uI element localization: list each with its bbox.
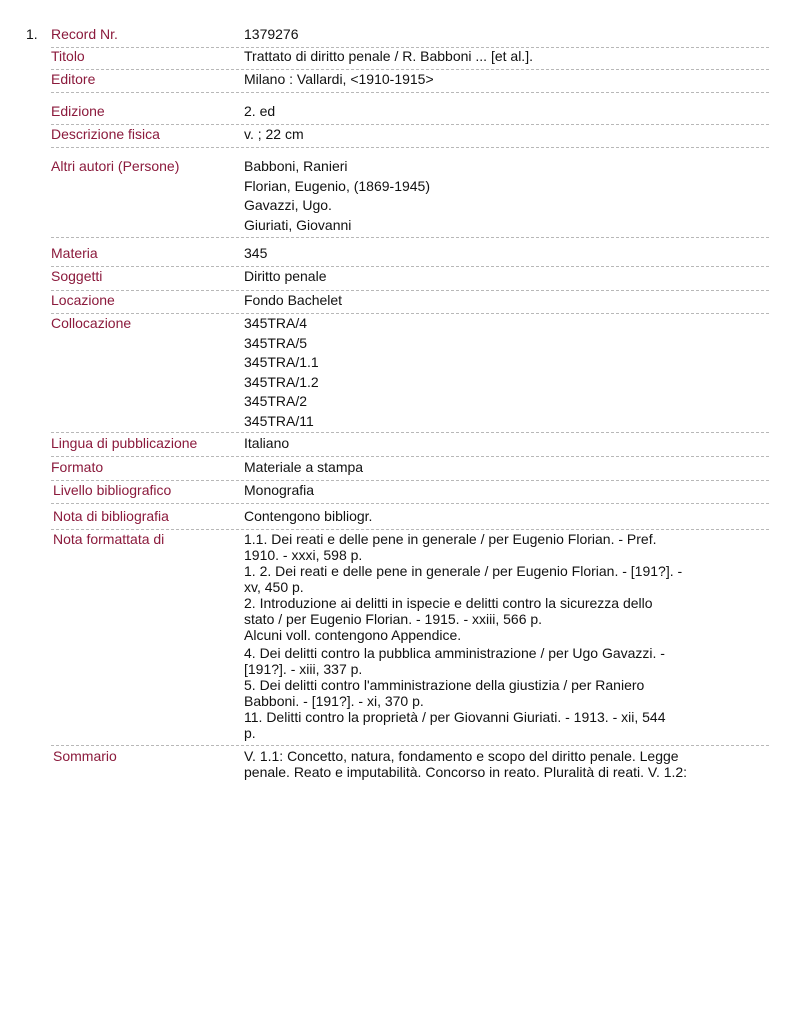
row-formato <box>51 459 769 481</box>
contents-line: Alcuni voll. contengono Appendice. <box>244 627 462 643</box>
shelfmark-item: 345TRA/11 <box>244 412 314 429</box>
row-collocazione <box>51 315 769 433</box>
label-materia: Materia <box>51 245 98 261</box>
author-item: Gavazzi, Ugo. <box>244 197 332 213</box>
label-altri-autori: Altri autori (Persone) <box>51 158 180 174</box>
label-nota-bibliografia: Nota di bibliografia <box>53 508 169 524</box>
contents-line: 11. Delitti contro la proprietà / per Giovanni Giuriati. - 1913. - xii, 544 <box>244 709 666 725</box>
label-nota-formattata: Nota formattata di <box>53 531 165 547</box>
row-altri-autori <box>51 158 769 238</box>
label-lingua: Lingua di pubblicazione <box>51 435 198 451</box>
row-materia <box>51 245 769 267</box>
contents-line: 1.1. Dei reati e delle pene in generale / per Eugenio Florian. - Pref. <box>244 531 657 547</box>
contents-line: 5. Dei delitti contro l'amministrazione della giustizia / per Raniero <box>244 677 645 693</box>
contents-line: 1. 2. Dei reati e delle pene in generale / per Eugenio Florian. - [191?]. - <box>244 563 683 579</box>
value-soggetti: Diritto penale <box>244 268 327 284</box>
value-record-nr: 1379276 <box>244 26 299 42</box>
row-record-nr <box>51 26 769 48</box>
label-livello-bibliografico: Livello bibliografico <box>53 482 172 498</box>
row-nota-formattata <box>51 531 769 746</box>
value-descrizione-fisica: v. ; 22 cm <box>244 126 304 142</box>
shelfmark-item: 345TRA/4 <box>244 315 308 331</box>
contents-line: 1910. - xxxi, 598 p. <box>244 547 363 563</box>
label-locazione: Locazione <box>51 292 115 308</box>
row-descrizione-fisica <box>51 126 769 148</box>
row-nota-bibliografia <box>51 508 769 530</box>
shelfmark-item: 345TRA/5 <box>244 334 308 351</box>
row-sommario <box>51 748 769 788</box>
label-collocazione: Collocazione <box>51 315 132 331</box>
value-titolo: Trattato di diritto penale / R. Babboni ... [et al.]. <box>244 48 533 64</box>
author-item: Giuriati, Giovanni <box>244 216 352 233</box>
value-lingua: Italiano <box>244 435 290 451</box>
shelfmark-item: 345TRA/2 <box>244 393 308 409</box>
contents-line: p. <box>244 725 256 741</box>
row-editore <box>51 71 769 93</box>
value-nota-formattata <box>244 531 699 741</box>
row-livello-bibliografico <box>51 482 769 504</box>
summary-line: penale. Reato e imputabilità. Concorso in reato. Pluralità di reati. V. 1.2: <box>244 764 688 780</box>
row-titolo <box>51 48 769 70</box>
label-titolo: Titolo <box>51 48 85 64</box>
contents-line: 4. Dei delitti contro la pubblica amministrazione / per Ugo Gavazzi. - <box>244 645 665 661</box>
label-editore: Editore <box>51 71 96 87</box>
contents-line: Babboni. - [191?]. - xi, 370 p. <box>244 693 424 709</box>
row-lingua <box>51 435 769 457</box>
shelfmark-item: 345TRA/1.2 <box>244 373 319 390</box>
label-edizione: Edizione <box>51 103 105 119</box>
label-descrizione-fisica: Descrizione fisica <box>51 126 160 142</box>
author-item: Florian, Eugenio, (1869-1945) <box>244 177 431 194</box>
value-sommario <box>244 748 699 780</box>
author-item: Babboni, Ranieri <box>244 158 348 174</box>
contents-line: xv, 450 p. <box>244 579 304 595</box>
label-soggetti: Soggetti <box>51 268 103 284</box>
record-index: 1. <box>26 26 38 42</box>
contents-line: stato / per Eugenio Florian. - 1915. - xxiii, 566 p. <box>244 611 543 627</box>
value-materia: 345 <box>244 245 268 261</box>
shelfmark-item: 345TRA/1.1 <box>244 354 319 370</box>
row-locazione <box>51 292 769 314</box>
value-formato: Materiale a stampa <box>244 459 364 475</box>
value-edizione: 2. ed <box>244 103 276 119</box>
row-soggetti <box>51 268 769 291</box>
value-altri-autori <box>244 158 699 236</box>
label-formato: Formato <box>51 459 104 475</box>
value-livello-bibliografico: Monografia <box>244 482 315 498</box>
value-nota-bibliografia: Contengono bibliogr. <box>244 508 373 524</box>
value-editore: Milano : Vallardi, <1910-1915> <box>244 71 434 87</box>
summary-line: V. 1.1: Concetto, natura, fondamento e scopo del diritto penale. Legge <box>244 748 679 764</box>
value-collocazione <box>244 315 699 432</box>
contents-line: [191?]. - xiii, 337 p. <box>244 661 363 677</box>
label-sommario: Sommario <box>53 748 117 764</box>
contents-line: 2. Introduzione ai delitti in ispecie e delitti contro la sicurezza dello <box>244 595 653 611</box>
value-locazione: Fondo Bachelet <box>244 292 343 308</box>
label-record-nr: Record Nr. <box>51 26 118 42</box>
row-edizione <box>51 103 769 125</box>
